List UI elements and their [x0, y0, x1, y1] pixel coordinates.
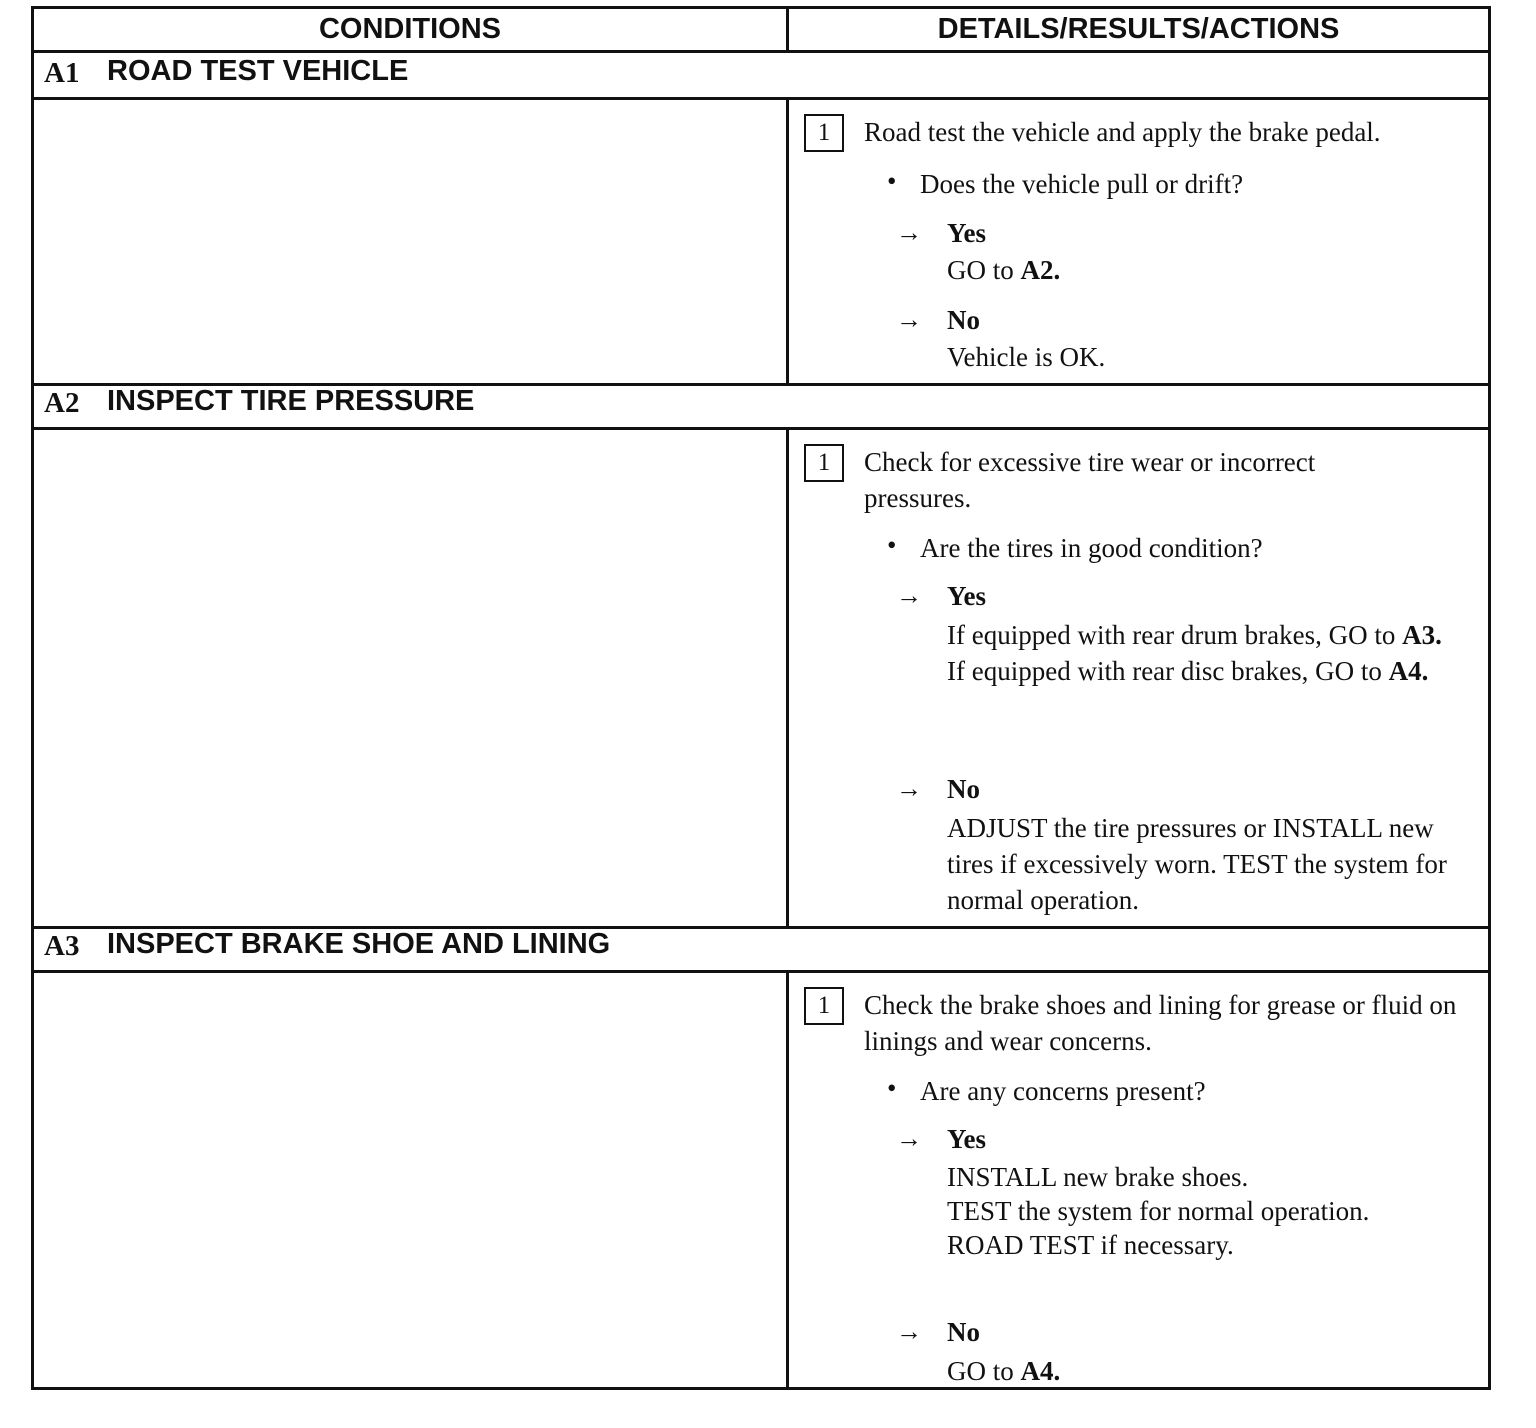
no-action [947, 1353, 1468, 1389]
bullet-icon: • [887, 530, 897, 560]
yes-action-text: TEST the system for normal operation. [947, 1196, 1370, 1226]
details-cell [792, 973, 1488, 1387]
no-action: ADJUST the tire pressures or INSTALL new tires if excessively worn. TEST the system for normal operation. [947, 813, 1447, 915]
yes-action-ref: A3. [1402, 620, 1442, 650]
step-number-box: 1 [804, 987, 844, 1025]
yes-action-text: ROAD TEST if necessary. [947, 1230, 1234, 1260]
details-cell [792, 430, 1488, 926]
yes-action-text: GO to [947, 255, 1014, 285]
no-action-text: GO to [947, 1356, 1014, 1386]
yes-action-ref: A4. [1388, 656, 1429, 686]
step-text: Check for excessive tire wear or incorrect pressures. [864, 447, 1316, 513]
section-a1-body [34, 100, 1488, 386]
section-a3-body [34, 973, 1488, 1387]
yes-label: Yes [947, 1124, 986, 1154]
no-label: No [947, 774, 980, 804]
arrow-right-icon: → [896, 774, 922, 803]
conditions-cell [34, 973, 789, 1387]
section-id: A2 [44, 387, 80, 419]
yes-action [947, 1160, 1468, 1262]
section-a1-title [34, 53, 1488, 100]
no-action: Vehicle is OK. [947, 342, 1106, 372]
arrow-right-icon: → [896, 1124, 922, 1153]
section-title: INSPECT BRAKE SHOE AND LINING [107, 928, 611, 960]
yes-action-text: If equipped with rear drum brakes, GO to [947, 620, 1396, 650]
yes-action [947, 617, 1468, 689]
yes-action-text: If equipped with rear disc brakes, GO to [947, 656, 1382, 686]
conditions-header: CONDITIONS [34, 9, 789, 50]
arrow-right-icon: → [896, 305, 922, 334]
question-text: Does the vehicle pull or drift? [920, 169, 1244, 199]
yes-label: Yes [947, 218, 986, 248]
no-label: No [947, 305, 980, 335]
arrow-right-icon: → [896, 581, 922, 610]
section-a2-title [34, 383, 1488, 430]
section-id: A3 [44, 930, 80, 962]
section-a2-body [34, 430, 1488, 929]
section-id: A1 [44, 57, 80, 89]
yes-action-text: INSTALL new brake shoes. [947, 1162, 1249, 1192]
step-number-box: 1 [804, 114, 844, 152]
question-text: Are any concerns present? [920, 1076, 1206, 1106]
details-cell [792, 100, 1488, 383]
step-text: Check the brake shoes and lining for grease or fluid on linings and wear concerns. [864, 990, 1457, 1056]
diagnostic-table [31, 6, 1491, 1390]
conditions-cell [34, 430, 789, 926]
section-a3-title [34, 926, 1488, 973]
arrow-right-icon: → [896, 1317, 922, 1346]
step-number-box: 1 [804, 444, 844, 482]
yes-action-ref: A2. [1020, 255, 1061, 285]
question-text: Are the tires in good condition? [920, 533, 1263, 563]
section-title: ROAD TEST VEHICLE [107, 55, 409, 87]
conditions-cell [34, 100, 789, 383]
no-label: No [947, 1317, 980, 1347]
step-text: Road test the vehicle and apply the brake pedal. [864, 117, 1381, 147]
arrow-right-icon: → [896, 218, 922, 247]
table-header [34, 9, 1488, 53]
bullet-icon: • [887, 166, 897, 196]
details-header: DETAILS/RESULTS/ACTIONS [937, 13, 1340, 45]
bullet-icon: • [887, 1073, 897, 1103]
no-action-ref: A4. [1020, 1356, 1061, 1386]
yes-label: Yes [947, 581, 986, 611]
section-title: INSPECT TIRE PRESSURE [107, 385, 475, 417]
yes-action [947, 252, 1468, 288]
